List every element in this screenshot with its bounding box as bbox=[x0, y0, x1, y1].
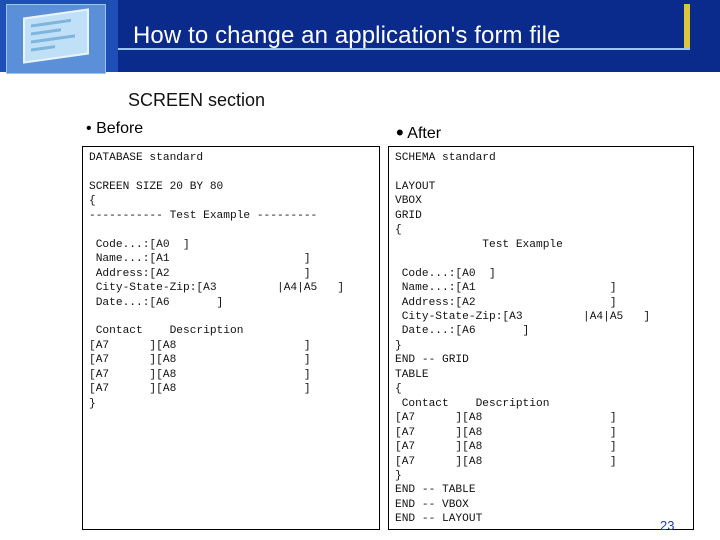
header-accent-bar bbox=[684, 4, 690, 48]
section-label: SCREEN section bbox=[128, 90, 266, 110]
after-code-box bbox=[388, 146, 694, 530]
after-heading bbox=[396, 120, 441, 146]
header-bar bbox=[0, 0, 720, 72]
after-label: After bbox=[407, 125, 442, 142]
bullet-icon: • bbox=[86, 120, 92, 137]
bullet-icon: • bbox=[396, 120, 404, 145]
header-left-panel bbox=[0, 0, 118, 72]
before-code-text: DATABASE standard SCREEN SIZE 20 BY 80 { ----------- Test Example --------- Code...:[A0 ] Name...:[A1 ] Address:[A2 ] City-State-Zip:[A3 |A4|A5 ] Date...:[A6 ] Contact Description [A7 ][A8 ] [A7 ][A8 ] [A7 ][A8 ] [A7 ][A8 ] } bbox=[89, 152, 345, 410]
computer-monitor-logo-icon bbox=[6, 4, 106, 74]
before-label: Before bbox=[96, 120, 144, 137]
before-code-box bbox=[82, 146, 380, 530]
before-heading bbox=[86, 120, 143, 138]
slide-title: How to change an application's form file bbox=[133, 22, 561, 49]
after-code-text: SCHEMA standard LAYOUT VBOX GRID { Test Example Code...:[A0 ] Name...:[A1 ] Address:[A2 ] City-State-Zip:[A3 |A4|A5 ] Date...:[A6 ] } END -- GRID TABLE { Contact Description [A7 ][A8 ] [A7 ][A8 ] [A7 ][A8 ] [A7 ][A8 ] } END -- TABLE END -- VBOX END -- LAYOUT bbox=[395, 152, 651, 526]
page-number: 23 bbox=[660, 518, 675, 533]
